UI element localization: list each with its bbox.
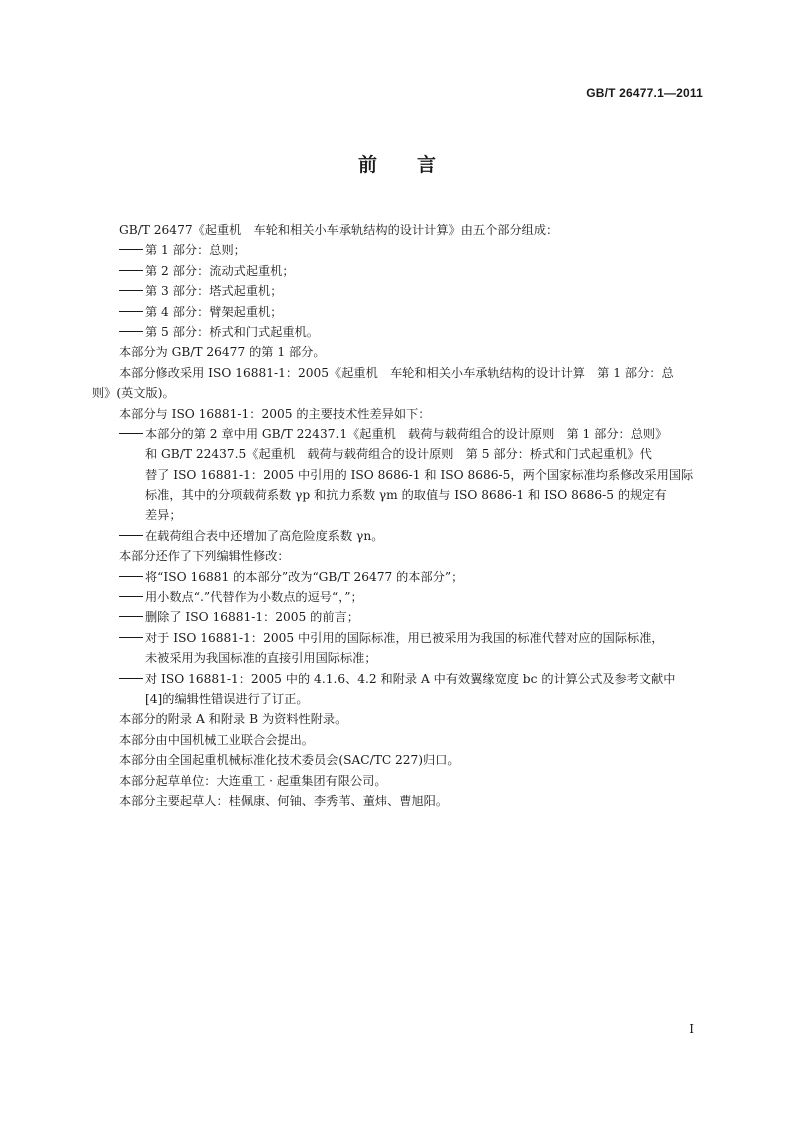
list-item [119,567,704,587]
list-item [119,322,704,342]
line-text: 本部分起草单位：大连重工 · 起重集团有限公司。 [119,773,387,788]
line-text: 本部分主要起草人：桂佩康、何铀、李秀苇、董炜、曹旭阳。 [119,793,449,808]
em-dash-bullet [119,616,143,617]
list-item [119,424,704,444]
line-text: 本部分还作了下列编辑性修改： [119,549,290,564]
line-text: 第 4 部分：臂架起重机； [145,304,283,319]
paragraph-line [119,220,704,240]
em-dash-bullet [119,331,143,332]
em-dash-bullet [119,678,143,679]
paragraph-line [119,465,704,485]
line-text: 在载荷组合表中还增加了高危险度系数 γn。 [145,528,384,543]
em-dash-bullet [119,637,143,638]
paragraph-line [119,730,704,750]
line-text: 用小数点“.”代替作为小数点的逗号“，”； [145,590,363,605]
paragraph-line [119,342,704,362]
line-text: 对 ISO 16881-1：2005 中的 4.1.6、4.2 和附录 A 中有效翼缘宽度 bc 的计算公式及参考文献中 [145,671,676,686]
em-dash-bullet [119,311,143,312]
line-text: 本部分与 ISO 16881-1：2005 的主要技术性差异如下： [119,406,431,421]
line-text: 本部分由中国机械工业联合会提出。 [119,732,314,747]
paragraph-line [119,444,704,464]
list-item [119,302,704,322]
line-text: 未被采用为我国标准的直接引用国际标准； [145,651,377,666]
line-text: 本部分的附录 A 和附录 B 为资料性附录。 [119,712,348,727]
paragraph-line [119,363,704,383]
paragraph-line [92,383,704,403]
paragraph-line [119,709,704,729]
list-item [119,669,704,689]
list-item [119,261,704,281]
standard-number: GB/T 26477.1—2011 [586,86,703,100]
list-item [119,281,704,301]
line-text: 第 3 部分：塔式起重机； [145,284,283,299]
paragraph-line [119,505,704,525]
list-item [119,628,704,648]
line-text: 则》(英文版)。 [92,386,175,401]
paragraph-line [119,689,704,709]
foreword-body [92,220,704,811]
line-text: 本部分的第 2 章中用 GB/T 22437.1《起重机 载荷与载荷组合的设计原则 第 1 部分：总则》 [145,426,668,441]
line-text: [4]的编辑性错误进行了订正。 [145,691,309,706]
page-title: 前言 [357,154,476,176]
em-dash-bullet [119,270,143,271]
paragraph-line [119,791,704,811]
paragraph-line [119,485,704,505]
line-text: 删除了 ISO 16881-1：2005 的前言； [145,610,359,625]
line-text: 本部分由全国起重机械标准化技术委员会(SAC/TC 227)归口。 [119,753,460,768]
line-text: 第 2 部分：流动式起重机； [145,263,295,278]
line-text: 本部分为 GB/T 26477 的第 1 部分。 [119,345,326,360]
line-text: 对于 ISO 16881-1：2005 中引用的国际标准，用已被采用为我国的标准代替对应的国际标准， [145,630,664,645]
paragraph-line [119,750,704,770]
paragraph-line [119,648,704,668]
em-dash-bullet [119,596,143,597]
em-dash-bullet [119,576,143,577]
line-text: 本部分修改采用 ISO 16881-1：2005《起重机 车轮和相关小车承轨结构的设计计算 第 1 部分：总 [119,365,674,380]
line-text: 替了 ISO 16881-1：2005 中引用的 ISO 8686-1 和 ISO 8686-5，两个国家标准均系修改采用国际 [145,467,694,482]
list-item [119,607,704,627]
line-text: 差异； [145,508,182,523]
em-dash-bullet [119,290,143,291]
line-text: 第 1 部分：总则； [145,243,246,258]
line-text: 将“ISO 16881 的本部分”改为“GB/T 26477 的本部分”； [145,569,464,584]
list-item [119,587,704,607]
paragraph-line [119,404,704,424]
em-dash-bullet [119,433,143,434]
line-text: 和 GB/T 22437.5《起重机 载荷与载荷组合的设计原则 第 5 部分：桥式和门式起重机》代 [145,447,652,462]
line-text: 第 5 部分：桥式和门式起重机。 [145,324,319,339]
line-text: 标准，其中的分项载荷系数 γp 和抗力系数 γm 的取值与 ISO 8686-1 和 ISO 8686-5 的规定有 [145,488,667,503]
em-dash-bullet [119,535,143,536]
paragraph-line [119,546,704,566]
page-number: I [689,1022,694,1036]
paragraph-line [119,771,704,791]
em-dash-bullet [119,249,143,250]
list-item [119,526,704,546]
list-item [119,240,704,260]
line-text: GB/T 26477《起重机 车轮和相关小车承轨结构的设计计算》由五个部分组成： [119,223,559,237]
